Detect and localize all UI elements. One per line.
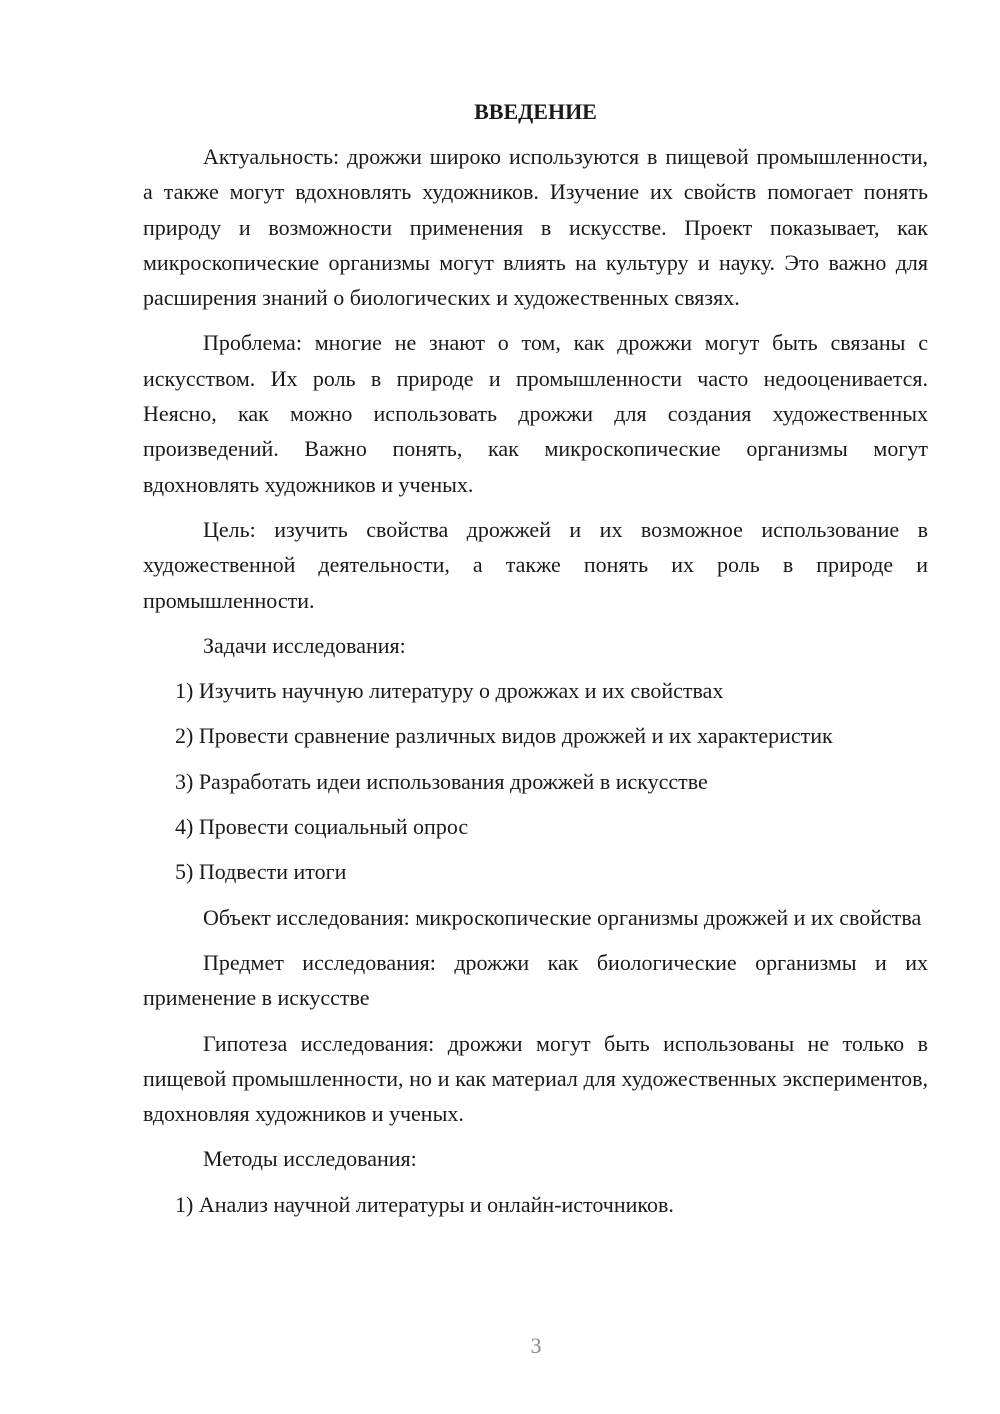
method-item: 1) Анализ научной литературы и онлайн-источников. [175,1191,674,1217]
hypothesis-paragraph: Гипотеза исследования: дрожжи могут быть использованы не только в пищевой промышленности, но и как материал для художественных экспериментов, вдохновляя художников и ученых. [143,1030,928,1127]
object-paragraph: Объект исследования: микроскопические организмы дрожжей и их свойства [203,904,922,930]
relevance-paragraph: Актуальность: дрожжи широко используются в пищевой промышленности, а также могут вдохновлять художников. Изучение их свойств помогает понять природу и возможности применения в искусстве. Проект показывает, как микроскопические организмы могут влиять на культуру и науку. Это важно для расширения знаний о биологических и художественных связях. [143,144,928,311]
methods-label: Методы исследования: [203,1146,417,1172]
tasks-list [143,673,928,889]
subject-paragraph: Предмет исследования: дрожжи как биологические организмы и их применение в искусстве [143,949,928,1011]
section-title: ВВЕДЕНИЕ [474,99,597,124]
task-item: 3) Разработать идеи использования дрожжей в искусстве [175,768,708,794]
problem-paragraph: Проблема: многие не знают о том, как дрожжи могут быть связаны с искусством. Их роль в природе и промышленности часто недооценивается. Неясно, как можно использовать дрожжи для создания художественных произведений. Важно понять, как микроскопические организмы могут вдохновлять художников и ученых. [143,330,928,497]
task-item: 2) Провести сравнение различных видов дрожжей и их характеристик [175,723,833,749]
tasks-label: Задачи исследования: [203,632,406,658]
task-item: 1) Изучить научную литературу о дрожжах и их свойствах [175,678,724,704]
task-item: 4) Провести социальный опрос [175,814,469,840]
goal-paragraph: Цель: изучить свойства дрожжей и их возможное использование в художественной деятельности, а также понять их роль в природе и промышленности. [143,516,928,613]
document-page [143,94,928,1232]
task-item: 5) Подвести итоги [175,859,347,885]
page-number: 3 [530,1333,542,1358]
methods-list [143,1187,928,1222]
